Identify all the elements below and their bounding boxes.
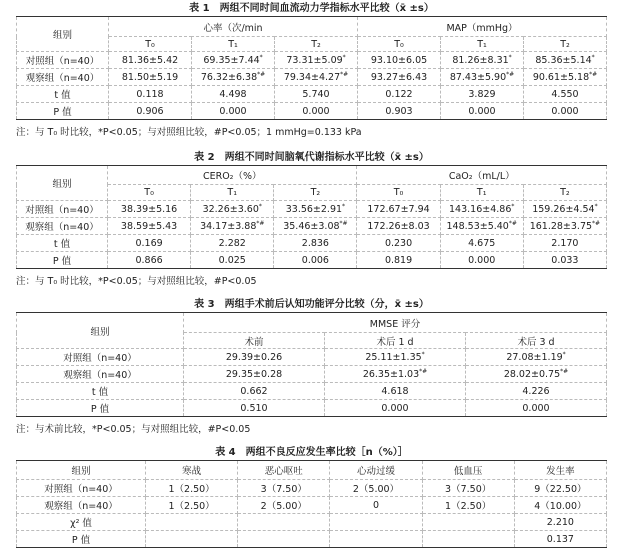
table-cell: [275, 103, 358, 120]
table-cell: [191, 235, 274, 252]
row-label: 观察组（n=40）: [17, 497, 146, 514]
row-label: 对照组（n=40）: [17, 349, 184, 366]
row-label: 对照组（n=40）: [17, 201, 108, 218]
cell-value: 0.122: [385, 89, 413, 100]
cell-value: 33.56±2.91: [285, 204, 343, 215]
table-cell: [146, 514, 238, 531]
table-cell: [274, 235, 357, 252]
row-label: t 值: [17, 235, 108, 252]
cell-value: 172.67±7.94: [367, 204, 430, 215]
cell-value: 38.59±5.43: [120, 221, 178, 232]
column-header: 低血压: [422, 461, 514, 480]
table-cell: [325, 349, 466, 366]
table-cell: [109, 69, 192, 86]
column-header: 心动过缓: [330, 461, 422, 480]
cell-value: 4.618: [381, 386, 409, 397]
column-header: T₂: [274, 185, 357, 201]
cell-value: 27.08±1.19: [506, 352, 563, 363]
cell-value: 25.11±1.35: [365, 352, 422, 363]
table-cell: [325, 400, 466, 417]
data-table: [16, 165, 607, 269]
cell-value: 0.006: [301, 255, 329, 266]
cell-value: 5.740: [302, 89, 330, 100]
table-block-4: [16, 446, 607, 548]
cell-value: 28.02±0.75: [503, 369, 561, 380]
significance-mark: *: [591, 54, 595, 61]
column-header: T₁: [441, 37, 524, 52]
table-cell: [523, 235, 606, 252]
table-row: [17, 497, 607, 514]
table-row: [17, 531, 607, 548]
cell-value: 76.32±6.38: [200, 72, 258, 83]
table-cell: [192, 86, 275, 103]
table-title: 表 4 两组不良反应发生率比较［n（%）］: [215, 447, 408, 458]
table-cell: [440, 235, 523, 252]
significance-mark: *: [421, 351, 425, 358]
table-cell: [358, 103, 441, 120]
row-label: 对照组（n=40）: [17, 52, 109, 69]
table-cell: [358, 86, 441, 103]
row-label: P 值: [17, 400, 184, 417]
column-header: T₀: [108, 185, 191, 201]
significance-mark: *#: [256, 220, 265, 227]
row-label: t 值: [17, 86, 109, 103]
table-row: [17, 86, 607, 103]
group-header: 组别: [17, 461, 146, 480]
cell-value: 73.31±5.09: [286, 55, 343, 66]
cell-value: 3（7.50）: [445, 484, 492, 495]
table-cell: [358, 69, 441, 86]
cell-value: 0.662: [240, 386, 268, 397]
table-cell: [191, 201, 274, 218]
data-table: [16, 16, 607, 120]
table-cell: [146, 531, 238, 548]
cell-value: 0.033: [551, 255, 579, 266]
table-cell: [108, 218, 191, 235]
row-label: P 值: [17, 103, 109, 120]
cell-value: 0.000: [522, 403, 550, 414]
cell-value: 143.16±4.86: [449, 204, 512, 215]
cell-value: 0.025: [218, 255, 246, 266]
table-cell: [275, 69, 358, 86]
table-cell: [146, 497, 238, 514]
cell-value: 4.675: [468, 238, 496, 249]
table-cell: [422, 480, 514, 497]
table-row: [17, 52, 607, 69]
cell-value: 159.26±4.54: [532, 204, 595, 215]
table-title: 表 1 两组不同时间血流动力学指标水平比较（x̄ ±s）: [189, 3, 434, 14]
table-cell: [440, 201, 523, 218]
significance-mark: *: [258, 203, 262, 210]
table-cell: [108, 252, 191, 269]
table-cell: [466, 400, 607, 417]
table-cell: [441, 103, 524, 120]
cell-value: 9（22.50）: [534, 484, 587, 495]
significance-mark: *: [508, 54, 512, 61]
cell-value: 93.10±6.05: [370, 55, 428, 66]
group-header: 组别: [17, 313, 184, 349]
table-cell: [238, 480, 330, 497]
cell-value: 81.50±5.19: [121, 72, 179, 83]
significance-mark: *: [511, 203, 515, 210]
cell-value: 4.226: [522, 386, 550, 397]
cell-value: 93.27±6.43: [370, 72, 428, 83]
table-cell: [524, 86, 607, 103]
cell-value: 0.000: [551, 106, 579, 117]
table-cell: [523, 218, 606, 235]
table-note: 注：与术前比较，*P<0.05；与对照组比较，#P<0.05: [16, 424, 251, 435]
column-group-header: CaO₂（mL/L）: [357, 166, 607, 185]
table-row: [17, 480, 607, 497]
table-cell: [238, 514, 330, 531]
row-label: 对照组（n=40）: [17, 480, 146, 497]
significance-mark: *: [259, 54, 263, 61]
group-header: 组别: [17, 166, 108, 201]
cell-value: 34.17±3.88: [200, 221, 257, 232]
cell-value: 0.000: [381, 403, 409, 414]
table-cell: [514, 480, 606, 497]
cell-value: 90.61±5.18: [532, 72, 590, 83]
table-cell: [184, 366, 325, 383]
cell-value: 1（2.50）: [168, 484, 215, 495]
row-label: χ² 值: [17, 514, 146, 531]
table-cell: [441, 69, 524, 86]
cell-value: 38.39±5.16: [120, 204, 178, 215]
column-header: T₀: [358, 37, 441, 52]
table-cell: [184, 383, 325, 400]
cell-value: 0.000: [302, 106, 330, 117]
cell-value: 2.210: [546, 517, 574, 528]
table-row: [17, 218, 607, 235]
table-cell: [108, 201, 191, 218]
table-cell: [514, 514, 606, 531]
column-header: T₀: [109, 37, 192, 52]
cell-value: 2（5.00）: [260, 501, 307, 512]
table-cell: [274, 252, 357, 269]
table-cell: [440, 218, 523, 235]
cell-value: 3.829: [468, 89, 496, 100]
table-cell: [524, 52, 607, 69]
table-cell: [440, 252, 523, 269]
table-row: [17, 383, 607, 400]
cell-value: 2.836: [301, 238, 329, 249]
table-cell: [441, 52, 524, 69]
column-group-header: 心率（次/min: [109, 17, 358, 37]
cell-value: 2.170: [551, 238, 579, 249]
cell-value: 0.230: [384, 238, 413, 249]
table-cell: [357, 218, 440, 235]
table-note: 注：与 T₀ 时比较，*P<0.05；与对照组比较，#P<0.05: [16, 276, 257, 287]
row-label: 观察组（n=40）: [17, 69, 109, 86]
table-row: [17, 235, 607, 252]
table-row: [17, 366, 607, 383]
significance-mark: *#: [339, 220, 348, 227]
cell-value: 1（2.50）: [168, 501, 215, 512]
cell-value: 85.36±5.14: [535, 55, 592, 66]
table-cell: [524, 103, 607, 120]
cell-value: 32.26±3.60: [202, 204, 259, 215]
column-header: T₂: [275, 37, 358, 52]
table-cell: [184, 349, 325, 366]
table-cell: [275, 52, 358, 69]
table-cell: [325, 383, 466, 400]
table-cell: [191, 218, 274, 235]
column-header: 恶心呕吐: [238, 461, 330, 480]
table-row: [17, 252, 607, 269]
table-note: 注：与 T₀ 时比较，*P<0.05；与对照组比较，#P<0.05；1 mmHg=0.133 kPa: [16, 127, 362, 138]
significance-mark: *#: [589, 71, 598, 78]
cell-value: 0.866: [135, 255, 163, 266]
column-header: 发生率: [514, 461, 606, 480]
table-cell: [184, 400, 325, 417]
table-cell: [466, 349, 607, 366]
cell-value: 81.26±8.31: [452, 55, 509, 66]
row-label: P 值: [17, 252, 108, 269]
cell-value: 1（2.50）: [445, 501, 492, 512]
table-row: [17, 201, 607, 218]
cell-value: 3（7.50）: [260, 484, 307, 495]
cell-value: 0.510: [240, 403, 268, 414]
column-header: 术后 3 d: [466, 333, 607, 349]
cell-value: 29.39±0.26: [225, 352, 283, 363]
row-label: 观察组（n=40）: [17, 218, 108, 235]
table-cell: [191, 252, 274, 269]
table-cell: [109, 52, 192, 69]
table-row: [17, 514, 607, 531]
column-header: T₂: [524, 37, 607, 52]
significance-mark: *#: [340, 71, 349, 78]
table-cell: [192, 52, 275, 69]
cell-value: 2（5.00）: [352, 484, 400, 495]
column-header: T₁: [192, 37, 275, 52]
table-cell: [358, 52, 441, 69]
table-cell: [146, 480, 238, 497]
significance-mark: *#: [419, 368, 428, 375]
cell-value: 4.498: [219, 89, 247, 100]
table-cell: [330, 497, 422, 514]
table-title: 表 2 两组不同时间脑氧代谢指标水平比较（x̄ ±s）: [194, 152, 429, 163]
cell-value: 0.906: [136, 106, 164, 117]
table-cell: [109, 103, 192, 120]
cell-value: 0.118: [136, 89, 164, 100]
table-cell: [274, 201, 357, 218]
table-cell: [325, 366, 466, 383]
table-cell: [192, 103, 275, 120]
significance-mark: *#: [592, 220, 601, 227]
table-cell: [274, 218, 357, 235]
cell-value: 0.819: [384, 255, 413, 266]
table-cell: [357, 252, 440, 269]
significance-mark: *#: [257, 71, 266, 78]
table-cell: [466, 383, 607, 400]
table-cell: [357, 235, 440, 252]
table-cell: [238, 497, 330, 514]
table-cell: [330, 531, 422, 548]
table-cell: [523, 252, 606, 269]
table-block-3: [16, 298, 607, 435]
column-group-header: MAP（mmHg）: [358, 17, 607, 37]
cell-value: 0.169: [135, 238, 163, 249]
cell-value: 4.550: [551, 89, 579, 100]
table-block-2: [16, 151, 607, 287]
significance-mark: *#: [560, 368, 569, 375]
table-cell: [192, 69, 275, 86]
significance-mark: *#: [506, 71, 515, 78]
table-cell: [514, 531, 606, 548]
cell-value: 35.46±3.08: [283, 221, 340, 232]
significance-mark: *#: [508, 220, 517, 227]
cell-value: 0.000: [468, 106, 496, 117]
table-row: [17, 400, 607, 417]
cell-value: 0: [372, 500, 379, 511]
cell-value: 81.36±5.42: [121, 55, 179, 66]
significance-mark: *: [342, 203, 346, 210]
row-label: P 值: [17, 531, 146, 548]
column-header: 术前: [184, 333, 325, 349]
cell-value: 87.43±5.90: [449, 72, 507, 83]
column-header: T₂: [523, 185, 606, 201]
column-header: T₁: [440, 185, 523, 201]
column-group-header: CERO₂（%）: [108, 166, 357, 185]
table-cell: [330, 480, 422, 497]
cell-value: 172.26±8.03: [367, 221, 430, 232]
table-cell: [422, 531, 514, 548]
data-table: [16, 312, 607, 417]
column-header: T₁: [191, 185, 274, 201]
column-header: 寒战: [146, 461, 238, 480]
table-cell: [275, 86, 358, 103]
column-group-header: MMSE 评分: [184, 313, 607, 333]
table-cell: [523, 201, 606, 218]
table-title: 表 3 两组手术前后认知功能评分比较（分，x̄ ±s）: [194, 299, 429, 310]
table-cell: [524, 69, 607, 86]
cell-value: 148.53±5.40: [446, 221, 509, 232]
table-cell: [330, 514, 422, 531]
cell-value: 69.35±7.44: [203, 55, 260, 66]
cell-value: 0.137: [546, 534, 574, 545]
table-row: [17, 349, 607, 366]
cell-value: 2.282: [218, 238, 246, 249]
table-cell: [514, 497, 606, 514]
column-header: 术后 1 d: [325, 333, 466, 349]
cell-value: 0.000: [219, 106, 247, 117]
table-cell: [357, 201, 440, 218]
row-label: t 值: [17, 383, 184, 400]
table-cell: [108, 235, 191, 252]
significance-mark: *: [594, 203, 598, 210]
table-cell: [441, 86, 524, 103]
table-cell: [466, 366, 607, 383]
significance-mark: *: [562, 351, 566, 358]
data-table: [16, 460, 607, 548]
cell-value: 29.35±0.28: [225, 369, 283, 380]
table-cell: [422, 514, 514, 531]
significance-mark: *: [342, 54, 346, 61]
column-header: T₀: [357, 185, 440, 201]
cell-value: 4（10.00）: [534, 501, 587, 512]
cell-value: 0.000: [468, 255, 496, 266]
table-cell: [109, 86, 192, 103]
cell-value: 161.28±3.75: [529, 221, 593, 232]
group-header: 组别: [17, 17, 109, 52]
table-row: [17, 103, 607, 120]
table-cell: [422, 497, 514, 514]
table-block-1: [16, 2, 607, 138]
cell-value: 26.35±1.03: [362, 369, 420, 380]
table-row: [17, 69, 607, 86]
cell-value: 79.34±4.27: [283, 72, 341, 83]
row-label: 观察组（n=40）: [17, 366, 184, 383]
table-cell: [238, 531, 330, 548]
cell-value: 0.903: [385, 106, 413, 117]
